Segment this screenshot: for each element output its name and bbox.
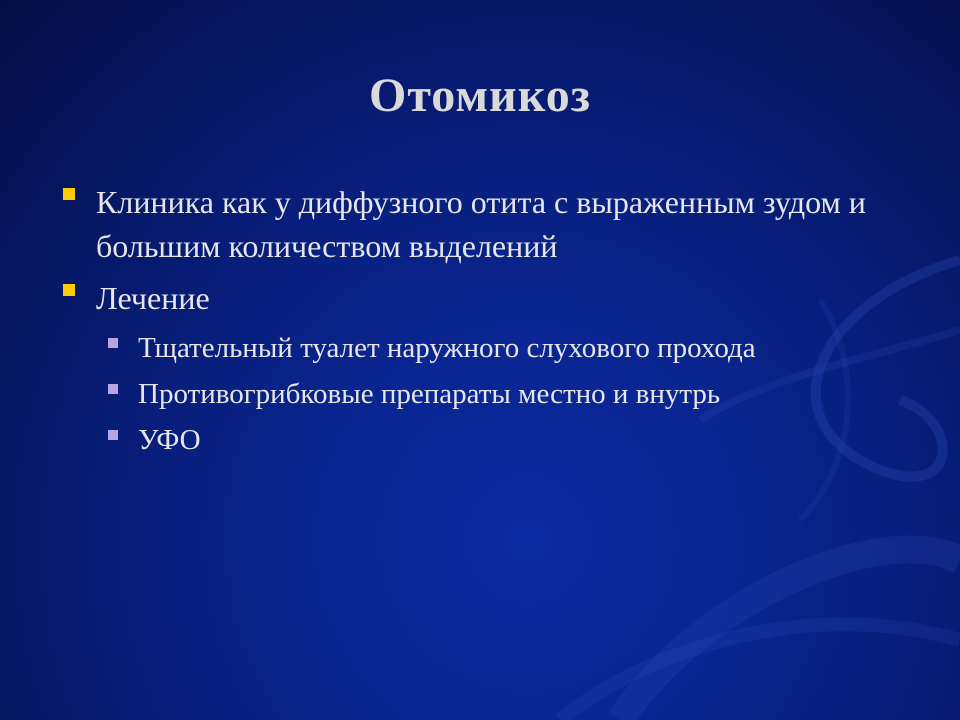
sub-bullet-text: Противогрибковые препараты местно и внутрь — [138, 378, 721, 410]
sub-bullet-text: Тщательный туалет наружного слухового прохода — [138, 332, 756, 364]
square-bullet-icon — [63, 188, 75, 200]
bullet-text: Клиника как у диффузного отита с выраженным зудом и большим количеством выделений — [96, 184, 866, 264]
sub-bullet-item-toilet — [60, 328, 920, 368]
square-sub-bullet-icon — [108, 384, 118, 394]
sub-bullet-item-ufo — [60, 420, 920, 460]
slide-content — [60, 180, 920, 466]
square-sub-bullet-icon — [108, 338, 118, 348]
bullet-text: Лечение — [96, 280, 210, 316]
sub-bullet-item-antifungal — [60, 374, 920, 414]
slide-title: Отомикоз — [368, 69, 592, 122]
square-bullet-icon — [63, 284, 75, 296]
bullet-item-clinic — [60, 180, 920, 268]
square-sub-bullet-icon — [108, 430, 118, 440]
sub-bullet-text: УФО — [138, 424, 201, 456]
bullet-item-treatment — [60, 276, 920, 320]
